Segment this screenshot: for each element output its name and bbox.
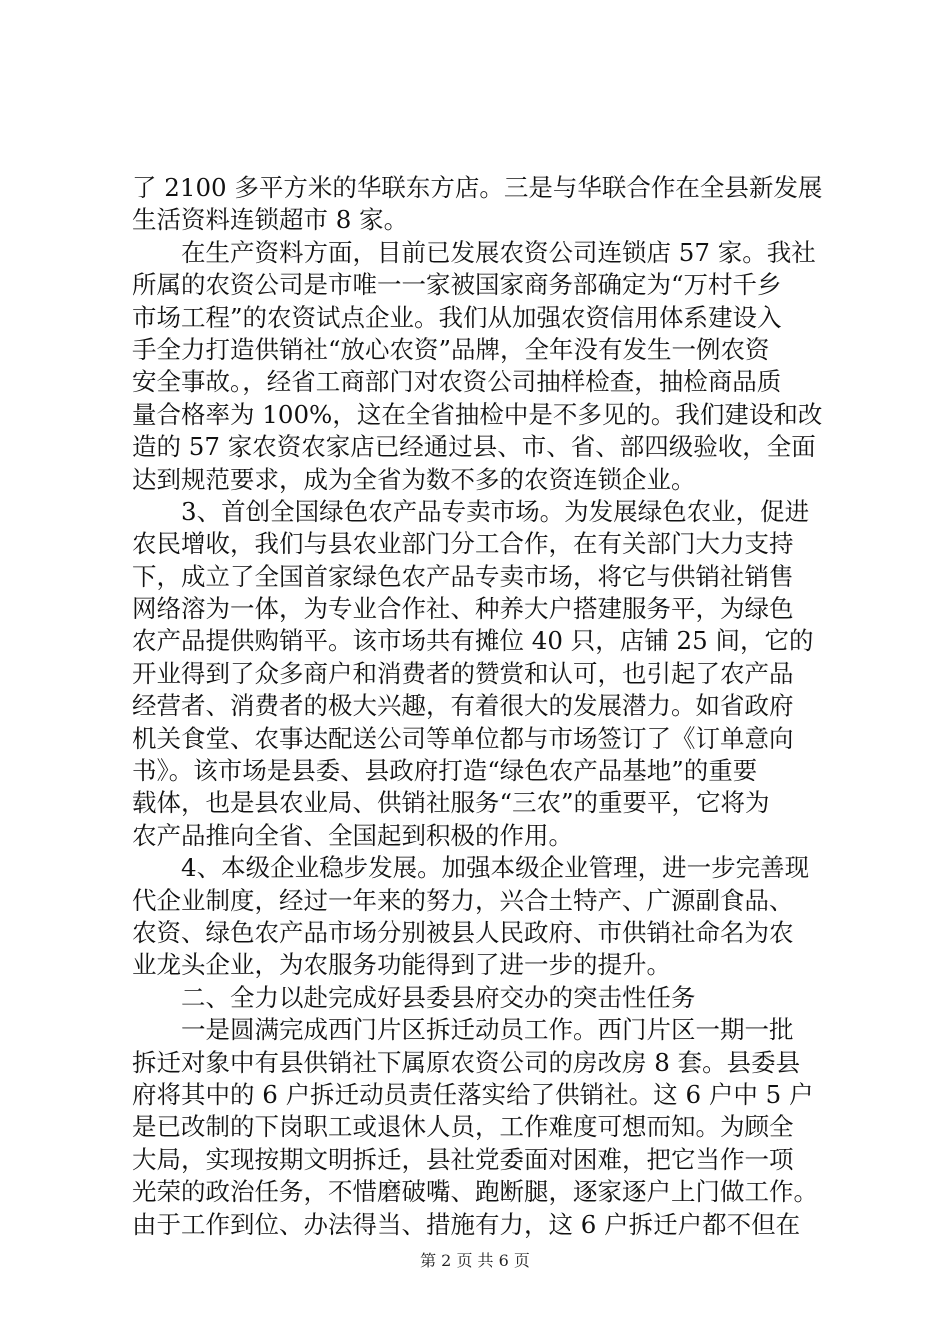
text-line: 开业得到了众多商户和消费者的赞赏和认可，也引起了农产品 (132, 658, 794, 688)
text-line: 4、本级企业稳步发展。加强本级企业管理，进一步完善现 (181, 853, 810, 883)
text-line: 下，成立了全国首家绿色农产品专卖市场，将它与供销社销售 (132, 561, 794, 591)
text-line: 光荣的政治任务，不惜磨破嘴、跑断腿，逐家逐户上门做工作。 (132, 1177, 818, 1207)
text-line: 由于工作到位、办法得当、措施有力，这 6 户拆迁户都不但在 (132, 1209, 801, 1239)
text-line: 农资、绿色农产品市场分别被县人民政府、市供销社命名为农 (132, 917, 794, 947)
text-line: 达到规范要求，成为全省为数不多的农资连锁企业。 (132, 464, 696, 494)
text-line: 量合格率为 100%，这在全省抽检中是不多见的。我们建设和改 (132, 399, 823, 429)
text-line: 农民增收，我们与县农业部门分工合作，在有关部门大力支持 (132, 529, 794, 559)
text-line: 生活资料连锁超市 8 家。 (132, 205, 409, 235)
text-line: 安全事故。，经省工商部门对农资公司抽样检查，抽检商品质 (132, 367, 782, 397)
page-footer: 第 2 页 共 6 页 (420, 1251, 530, 1270)
text-line: 载体，也是县农业局、供销社服务“三农”的重要平，它将为 (132, 788, 770, 818)
text-line: 大局，实现按期文明拆迁，县社党委面对困难，把它当作一项 (132, 1144, 794, 1174)
text-line: 机关食堂、农事达配送公司等单位都与市场签订了《订单意向 (132, 723, 794, 753)
text-line: 一是圆满完成西门片区拆迁动员工作。西门片区一期一批 (181, 1015, 794, 1045)
text-line: 府将其中的 6 户拆迁动员责任落实给了供销社。这 6 户中 5 户 (132, 1079, 814, 1109)
text-line: 手全力打造供销社“放心农资”品牌，全年没有发生一例农资 (132, 334, 770, 364)
text-line: 是已改制的下岗职工或退休人员，工作难度可想而知。为顾全 (132, 1112, 794, 1142)
text-line: 农产品推向全省、全国起到积极的作用。 (132, 820, 573, 850)
text-line: 经营者、消费者的极大兴趣，有着很大的发展潜力。如省政府 (132, 691, 794, 721)
text-line: 业龙头企业，为农服务功能得到了进一步的提升。 (132, 950, 671, 980)
text-line: 拆迁对象中有县供销社下属原农资公司的房改房 8 套。县委县 (132, 1047, 801, 1077)
text-line: 代企业制度，经过一年来的努力，兴合土特产、广源副食品、 (132, 885, 794, 915)
text-line: 所属的农资公司是市唯一一家被国家商务部确定为“万村千乡 (132, 270, 782, 300)
body-text (132, 172, 832, 1241)
text-line: 了 2100 多平方米的华联东方店。三是与华联合作在全县新发展 (132, 173, 823, 202)
text-line: 二、全力以赴完成好县委县府交办的突击性任务 (181, 982, 696, 1012)
text-line: 书》。该市场是县委、县政府打造“绿色农产品基地”的重要 (132, 756, 758, 786)
text-line: 造的 57 家农资农家店已经通过县、市、省、部四级验收，全面 (132, 432, 816, 462)
text-line: 市场工程”的农资试点企业。我们从加强农资信用体系建设入 (132, 302, 782, 332)
text-line: 在生产资料方面，目前已发展农资公司连锁店 57 家。我社 (181, 237, 816, 267)
text-line: 3、首创全国绿色农产品专卖市场。为发展绿色农业，促进 (181, 496, 810, 526)
text-line: 网络溶为一体，为专业合作社、种养大户搭建服务平，为绿色 (132, 594, 794, 624)
text-line: 农产品提供购销平。该市场共有摊位 40 只，店铺 25 间，它的 (132, 626, 814, 656)
